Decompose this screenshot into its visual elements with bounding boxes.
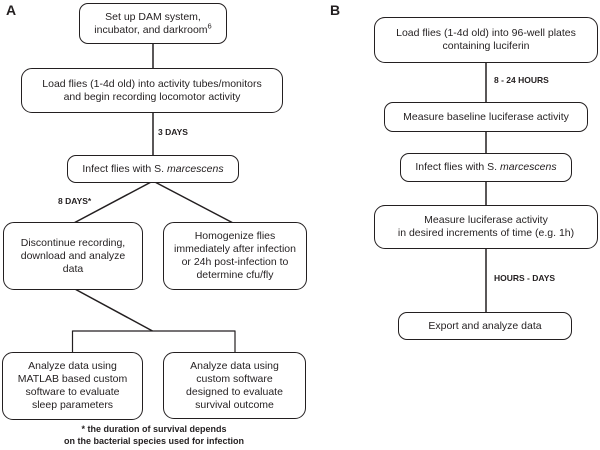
box-text-line: determine cfu/fly: [196, 269, 274, 281]
flow-box-analyze-sleep-parameters: [2, 352, 143, 420]
flow-box-measure-baseline-luciferase: [384, 102, 588, 132]
box-text-line: MATLAB based custom: [17, 373, 128, 385]
box-text-line: Measure luciferase activity: [424, 214, 548, 226]
box-text-line: Load flies (1-4d old) into activity tubes/monitors: [42, 77, 262, 90]
box-text-line: or 24h post-infection to: [181, 256, 289, 268]
flow-box-setup-dam-system: [79, 3, 227, 44]
box-text-line: survival outcome: [195, 398, 274, 411]
flow-box-export-analyze-data: [398, 312, 572, 340]
box-text-line: Analyze data using: [28, 360, 117, 372]
species-name-italic: marcescens: [167, 162, 224, 175]
panel-a-label: A: [6, 2, 17, 18]
flow-box-load-activity-tubes: [21, 68, 283, 113]
flow-box-analyze-survival-outcome: [163, 352, 306, 419]
edge-label-8-24-hours: 8 - 24 HOURS: [494, 75, 549, 85]
box-text-line: Analyze data using: [190, 359, 279, 372]
survival-footnote: [0, 423, 308, 447]
box-text-line: download and analyze: [20, 249, 126, 262]
edge-label-8-days: 8 DAYS*: [58, 196, 92, 206]
footnote-line: * the duration of survival depends: [81, 424, 227, 434]
edge-label-3-days: 3 DAYS: [158, 127, 188, 137]
box-text-line: Export and analyze data: [428, 319, 542, 332]
box-text-line: Homogenize flies: [194, 230, 276, 242]
edge-infect-to-homogenize: [153, 181, 235, 224]
box-text-line: sleep parameters: [31, 399, 114, 411]
box-text-line: data: [62, 262, 84, 275]
flow-box-load-96-well-plates: [374, 17, 598, 63]
flow-box-infect-flies-a: [67, 155, 239, 183]
flow-box-infect-flies-b: [400, 153, 572, 182]
edge-discontinue-to-junction: [73, 288, 153, 331]
box-text-line: Measure baseline luciferase activity: [403, 110, 569, 123]
box-text-line: Set up DAM system,: [105, 10, 201, 23]
edge-label-hours-days: HOURS - DAYS: [494, 273, 556, 283]
species-name-italic: marcescens: [500, 161, 557, 173]
box-text-line: Load flies (1-4d old) into 96-well plates: [396, 27, 576, 39]
box-text-line: designed to evaluate: [186, 385, 283, 398]
box-text-line: containing luciferin: [442, 40, 530, 52]
panel-b-label: B: [330, 2, 341, 18]
footnote-line: on the bacterial species used for infection: [63, 436, 245, 446]
flow-box-homogenize-flies: [163, 222, 307, 290]
box-text-line: immediately after infection: [174, 243, 296, 255]
flow-box-measure-luciferase-increments: [374, 205, 598, 249]
box-text-line: software to evaluate: [25, 386, 120, 398]
box-text-line: custom software: [196, 372, 273, 385]
box-text-line: Infect flies with S. marcescens: [82, 162, 224, 175]
reference-superscript: 6: [207, 21, 212, 30]
box-text-line: and begin recording locomotor activity: [63, 90, 241, 103]
box-text-line: Infect flies with S. marcescens: [415, 161, 557, 173]
flow-box-discontinue-recording: [3, 222, 143, 290]
box-text-line: incubator, and darkroom$^6$: [94, 21, 212, 36]
box-text-line: Discontinue recording,: [20, 236, 126, 249]
box-text-line: in desired increments of time (e.g. 1h): [397, 227, 575, 239]
